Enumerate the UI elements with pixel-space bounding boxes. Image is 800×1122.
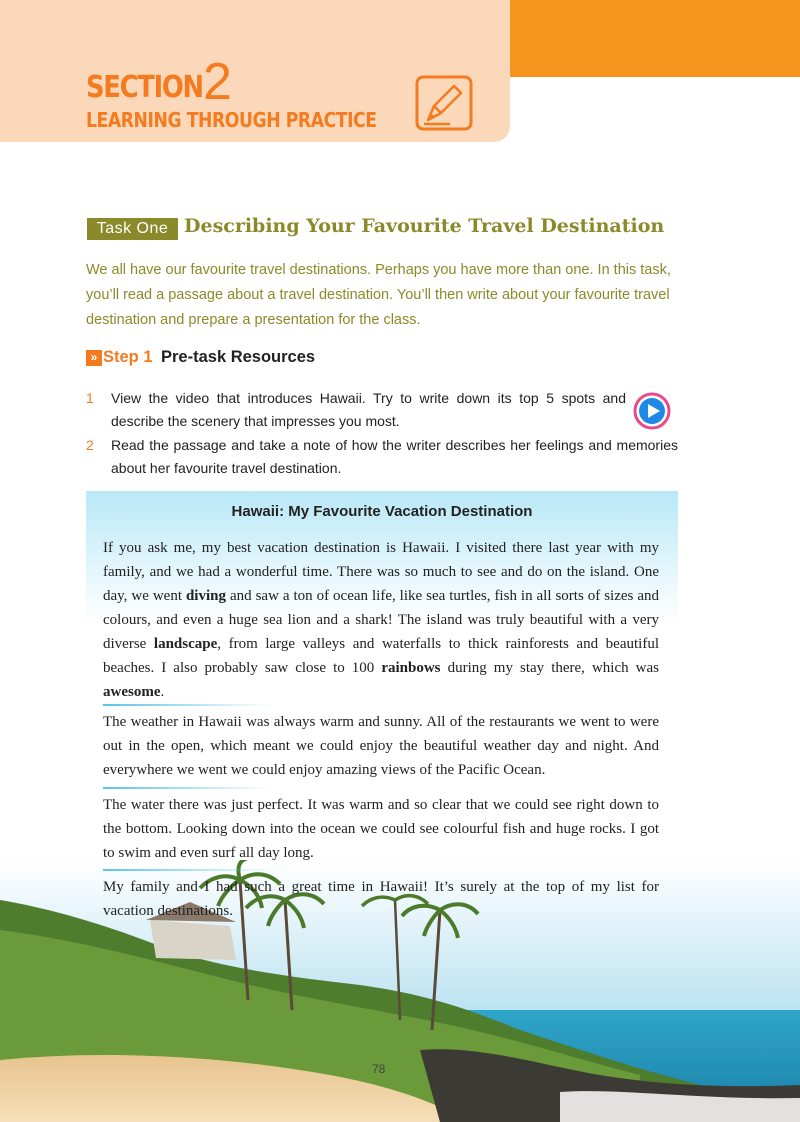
page-number: 78 bbox=[372, 1062, 386, 1076]
list-item-text: Read the passage and take a note of how the writer describes her feelings and memories about her favourite travel destination. bbox=[111, 437, 678, 476]
section-subtitle: LEARNING THROUGH PRACTICE bbox=[86, 108, 377, 132]
keyword-diving: diving bbox=[185, 588, 226, 604]
list-item-number: 1 bbox=[86, 390, 94, 406]
step-marker-icon: » bbox=[86, 350, 102, 366]
keyword-awesome: awesome bbox=[103, 684, 161, 700]
paragraph-divider bbox=[103, 787, 273, 789]
keyword-rainbows: rainbows bbox=[381, 660, 441, 676]
list-item-number: 2 bbox=[86, 437, 94, 453]
reading-paragraph bbox=[103, 536, 659, 704]
keyword-landscape: landscape bbox=[153, 636, 218, 652]
header-accent-block bbox=[510, 0, 800, 77]
task-title: Describing Your Favourite Travel Destination bbox=[184, 215, 665, 237]
list-item-text: View the video that introduces Hawaii. Try to write down its top 5 spots and describe the scenery that impresses you most. bbox=[111, 390, 626, 429]
paragraph-text: If you ask me, my best vacation destination is Hawaii. I visited there last year with my family, and we had a wonderful time. There was so much to see and do on the island. One day, we went bbox=[103, 540, 659, 604]
step-title: Pre-task Resources bbox=[161, 348, 316, 366]
play-video-icon[interactable] bbox=[633, 392, 671, 430]
paragraph-text: , from large valleys and waterfalls to thick rainforests and beautiful beaches. I also probably saw close to 100 bbox=[103, 636, 659, 676]
section-number: 2 bbox=[203, 53, 232, 111]
task-intro: We all have our favourite travel destinations. Perhaps you have more than one. In this task, you’ll read a passage about a travel destination. You’ll then write about your favourite travel destination and prepare a presentation for the class. bbox=[86, 262, 671, 328]
section-word: SECTION bbox=[86, 70, 203, 105]
paragraph-text: . bbox=[160, 684, 165, 700]
paragraph-divider bbox=[103, 869, 273, 871]
task-tag: Task One bbox=[87, 218, 178, 240]
reading-paragraph: My family and I had such a great time in Hawaii! It’s surely at the top of my list for vacation destinations. bbox=[103, 879, 659, 919]
reading-paragraph: The weather in Hawaii was always warm and sunny. All of the restaurants we went to were out in the open, which meant we could enjoy the beautiful weather day and night. And everywhere we went we could enjoy amazing views of the Pacific Ocean. bbox=[103, 714, 659, 778]
reading-title: Hawaii: My Favourite Vacation Destination bbox=[231, 503, 533, 520]
paragraph-divider bbox=[103, 704, 273, 706]
pen-writing-icon bbox=[414, 74, 474, 132]
step-label: Step 1 bbox=[103, 348, 153, 366]
reading-paragraph: The water there was just perfect. It was warm and so clear that we could see right down to the bottom. Looking down into the ocean we could see colourful fish and huge rocks. I got to swim and even surf all day long. bbox=[103, 797, 659, 861]
paragraph-text: during my stay there, which was bbox=[440, 660, 659, 676]
paragraph-text: and saw a ton of ocean life, like sea turtles, fish in all sorts of sizes and colours, and even a huge sea lion and a shark! The island was truly beautiful with a very diverse bbox=[103, 588, 659, 652]
